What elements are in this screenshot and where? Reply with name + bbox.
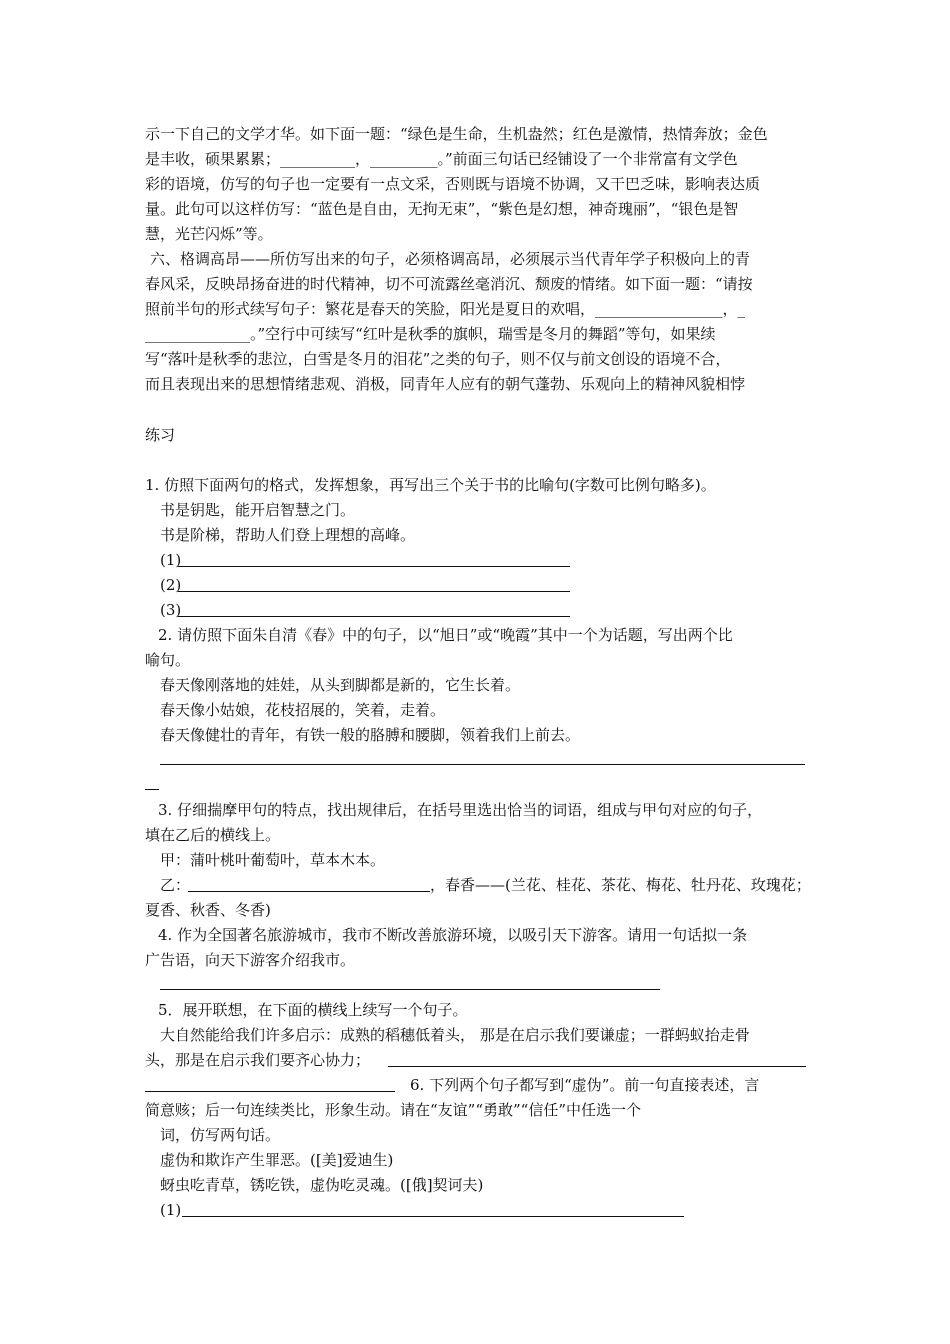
text-line: 而且表现出来的思想情绪悲观、消极，同青年人应有的朝气蓬勃、乐观向上的精神风貌相悖 [145, 375, 746, 393]
text-line: 慧，光芒闪烁”等。 [145, 225, 273, 243]
exercise-heading: 练习 [145, 426, 176, 444]
text-line: ______________。”空行中可续写“红叶是秋季的旗帜，瑞雪是冬月的舞蹈”等句，如果续 [145, 325, 716, 343]
answer-label: (2) [160, 576, 182, 594]
text-line: 夏香、秋香、冬香) [145, 901, 271, 919]
answer-line[interactable] [178, 591, 570, 592]
text-line: ，春香——(兰花、桂花、茶花、梅花、牡丹花、玫瑰花； [430, 876, 811, 894]
example-sentence: 蚜虫吃青草，锈吃铁，虚伪吃灵魂。([俄]契诃夫) [160, 1176, 484, 1194]
text-line: 词，仿写两句话。 [160, 1126, 281, 1144]
example-sentence: 春天像健壮的青年，有铁一般的胳膊和腰脚，领着我们上前去。 [160, 726, 581, 744]
text-line: 喻句。 [145, 651, 191, 669]
text-line: 大自然能给我们许多启示：成熟的稻穗低着头， 那是在启示我们要谦虚；一群蚂蚁抬走骨 [160, 1026, 750, 1044]
text-line: 广告语，向天下游客介绍我市。 [145, 951, 356, 969]
example-sentence: 春天像刚落地的娃娃，从头到脚都是新的，它生长着。 [160, 676, 521, 694]
text-line: 示一下自己的文学才华。如下面一题：“绿色是生命，生机盎然；红色是激情，热情奔放；金色 [145, 125, 768, 143]
text-line: 简意赅；后一句连续类比，形象生动。请在“友谊”“勇敢”“信任”中任选一个 [145, 1101, 642, 1119]
question-6: 6. 下列两个句子都写到“虚伪”。前一句直接表述，言 [410, 1076, 760, 1094]
answer-line[interactable] [182, 1216, 684, 1217]
text-line: 春风采，反映昂扬奋进的时代精神，切不可流露丝毫消沉、颓废的情绪。如下面一题：“请按 [145, 275, 753, 293]
question-5: 5．展开联想，在下面的横线上续写一个句子。 [158, 1001, 468, 1019]
section-six-heading: 六、格调高昂——所仿写出来的句子，必须格调高昂，必须展示当代青年学子积极向上的青 [150, 250, 751, 268]
question-2: 2. 请仿照下面朱自清《春》中的句子，以“旭日”或“晚霞”其中一个为话题，写出两个比 [158, 626, 733, 644]
text-line: 是丰收，硕果累累；__________，_________。”前面三句话已经铺设了一个非常富有文学色 [145, 150, 738, 168]
answer-line[interactable] [388, 1066, 806, 1067]
text-line: 量。此句可以这样仿写：“蓝色是自由，无拘无束”，“紫色是幻想，神奇瑰丽”，“银色是智 [145, 200, 739, 218]
answer-line[interactable] [160, 989, 660, 990]
text-line: 写“落叶是秋季的悲泣，白雪是冬月的泪花”之类的句子，则不仅与前文创设的语境不合， [145, 350, 731, 368]
question-4: 4. 作为全国著名旅游城市，我市不断改善旅游环境，以吸引天下游客。请用一句话拟一条 [158, 926, 748, 944]
answer-label: (1) [160, 551, 182, 569]
question-3: 3. 仔细揣摩甲句的特点，找出规律后，在括号里选出恰当的词语，组成与甲句对应的句子， [158, 801, 763, 819]
text-line: 填在乙后的横线上。 [145, 826, 281, 844]
text-line: 彩的语境，仿写的句子也一定要有一点文采，否则既与语境不协调，又干巴乏味，影响表达质 [145, 175, 761, 193]
answer-line[interactable] [160, 764, 805, 765]
answer-line[interactable] [178, 616, 570, 617]
question-1: 1. 仿照下面两句的格式，发挥想象，再写出三个关于书的比喻句(字数可比例句略多)。 [145, 476, 716, 494]
example-sentence: 甲：蒲叶桃叶葡萄叶，草本木本。 [160, 851, 386, 869]
answer-line[interactable] [178, 566, 570, 567]
example-sentence: 书是阶梯，帮助人们登上理想的高峰。 [160, 526, 416, 544]
example-sentence: 虚伪和欺诈产生罪恶。([美]爱迪生) [160, 1151, 394, 1169]
example-sentence: 春天像小姑娘，花枝招展的，笑着，走着。 [160, 701, 446, 719]
answer-label: 乙： [160, 876, 191, 894]
text-line: 头，那是在启示我们要齐心协力； [145, 1051, 371, 1069]
answer-label: (3) [160, 601, 182, 619]
answer-line[interactable] [188, 891, 430, 892]
text-line: 照前半句的形式续写句子：繁花是春天的笑脸，阳光是夏日的欢唱，_________________，_ [145, 300, 746, 318]
answer-line[interactable] [145, 789, 159, 790]
example-sentence: 书是钥匙，能开启智慧之门。 [160, 501, 356, 519]
answer-line[interactable] [145, 1091, 395, 1092]
answer-label: (1) [160, 1201, 182, 1219]
